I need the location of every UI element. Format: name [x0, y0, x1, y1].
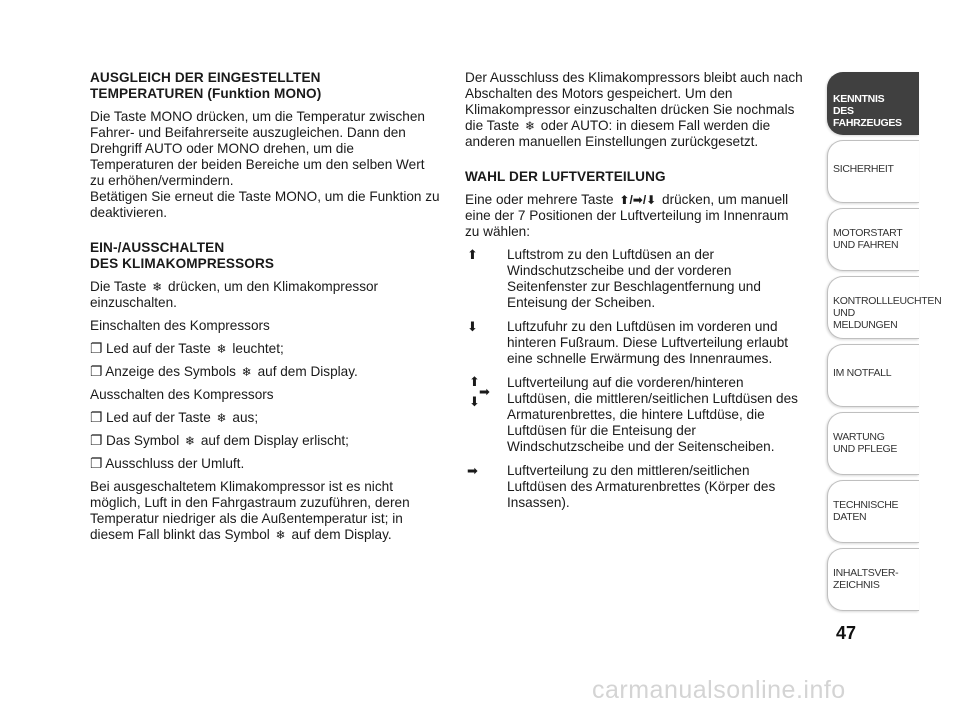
- tab-sicherheit[interactable]: SICHERHEIT: [827, 140, 919, 203]
- page-number: 47: [836, 623, 857, 643]
- tab-kenntnis[interactable]: KENNTNIS DES FAHRZEUGES: [827, 72, 919, 135]
- chapter-tabs: [827, 72, 942, 616]
- watermark: carmanualsonline.info: [592, 676, 846, 704]
- list-item: ❐ Ausschluss der Umluft.: [90, 456, 245, 471]
- off-title: Ausschalten des Kompressors: [90, 387, 274, 402]
- list-item: ⬆ ➡ ⬇ Luftverteilung auf die vorderen/hinteren Luftdüsen, die mittleren/seitlichen Luftdüsen des Armaturenbrettes, die hintere Luftdüse, die Luftdüsen für die Enteisung der Windschutzscheibe und der Seitenscheiben.: [469, 374, 798, 454]
- compressor-icon: ❄: [275, 528, 286, 542]
- arrow-down-icon: ⬇: [467, 319, 478, 334]
- compressor-icon: ❄: [216, 411, 227, 425]
- compressor-icon: ❄: [241, 365, 252, 379]
- arrow-down-icon: ⬇: [469, 394, 480, 409]
- bullet-icon: ❐: [90, 410, 103, 425]
- heading-compressor: EIN-/AUSSCHALTEN DES KLIMAKOMPRESSORS: [90, 240, 275, 271]
- list-item: ⬆ Luftstrom zu den Luftdüsen an der Windschutzscheibe und der vorderen Seitenfenster zur Beschlagentfernung und Enteisung der Scheiben.: [467, 247, 761, 310]
- list-item: ➡ Luftverteilung zu den mittleren/seitlichen Luftdüsen des Armaturenbrettes (Körper des Insassen).: [467, 463, 776, 510]
- right-column: [465, 70, 805, 519]
- list-item: ❐ Anzeige des Symbols ❄ auf dem Display.: [90, 364, 358, 379]
- tab-notfall[interactable]: IM NOTFALL: [827, 344, 919, 407]
- bullet-icon: ❐: [90, 364, 103, 379]
- bullet-icon: ❐: [90, 341, 103, 356]
- memory-paragraph: Der Ausschluss des Klimakompressors bleibt auch nach Abschalten des Motors gespeichert. Um den Klimakompressor einzuschalten drücken Sie nochmals die Taste ❄ oder AUTO: in diesem Fall werden die anderen manuellen Einstellungen zurückgesetzt.: [465, 70, 803, 149]
- arrow-right-icon: ➡: [467, 463, 478, 478]
- left-column: [90, 70, 440, 550]
- tab-technische-daten[interactable]: TECHNISCHE DATEN: [827, 480, 919, 543]
- list-item: ❐ Led auf der Taste ❄ leuchtet;: [90, 341, 284, 356]
- distribution-paragraph: Eine oder mehrere Taste ⬆/➡/⬇ drücken, um manuell eine der 7 Positionen der Luftverteilung im Innenraum zu wählen:: [465, 192, 789, 239]
- compressor-icon: ❄: [185, 434, 196, 448]
- compressor-icon: ❄: [152, 280, 163, 294]
- bullet-icon: ❐: [90, 456, 103, 471]
- heading-air-distribution: WAHL DER LUFTVERTEILUNG: [465, 169, 666, 184]
- arrow-combo-icon: [467, 375, 497, 411]
- bullet-icon: ❐: [90, 433, 103, 448]
- heading-mono: AUSGLEICH DER EINGESTELLTEN TEMPERATUREN (Funktion MONO): [90, 70, 322, 101]
- tab-wartung[interactable]: WARTUNG UND PFLEGE: [827, 412, 919, 475]
- list-item: ❐ Led auf der Taste ❄ aus;: [90, 410, 259, 425]
- compressor-paragraph: Die Taste ❄ drücken, um den Klimakompressor einzuschalten.: [90, 279, 379, 310]
- on-title: Einschalten des Kompressors: [90, 318, 270, 333]
- tab-inhaltsverzeichnis[interactable]: INHALTSVER- ZEICHNIS: [827, 548, 919, 611]
- compressor-icon: ❄: [524, 119, 536, 133]
- distribution-arrows-icon: ⬆/➡/⬇: [619, 193, 657, 207]
- tab-kontrollleuchten[interactable]: KONTROLLLEUCHTEN UND MELDUNGEN: [827, 276, 919, 339]
- arrow-up-icon: ⬆: [467, 247, 478, 262]
- arrow-up-icon: ⬆: [469, 374, 480, 389]
- tab-motorstart[interactable]: MOTORSTART UND FAHREN: [827, 208, 919, 271]
- mono-paragraph: Die Taste MONO drücken, um die Temperatur zwischen Fahrer- und Beifahrerseite auszugleichen. Dann den Drehgriff AUTO oder MONO drehen, um die Temperaturen der beiden Bereiche um den selben Wert zu erhöhen/vermindern. Betätigen Sie erneut die Taste MONO, um die Funktion zu deaktivieren.: [90, 109, 440, 220]
- compressor-icon: ❄: [216, 342, 227, 356]
- warning-paragraph: Bei ausgeschaltetem Klimakompressor ist es nicht möglich, Luft in den Fahrgastraum zuzuführen, deren Temperatur niedriger als die Außentemperatur ist; in diesem Fall blinkt das Symbol ❄ auf dem Display.: [90, 479, 410, 542]
- arrow-right-icon: ➡: [479, 384, 490, 399]
- list-item: ⬇ Luftzufuhr zu den Luftdüsen im vorderen und hinteren Fußraum. Diese Luftverteilung erlaubt eine schnelle Erwärmung des Innenraumes.: [467, 319, 789, 366]
- list-item: ❐ Das Symbol ❄ auf dem Display erlischt;: [90, 433, 349, 448]
